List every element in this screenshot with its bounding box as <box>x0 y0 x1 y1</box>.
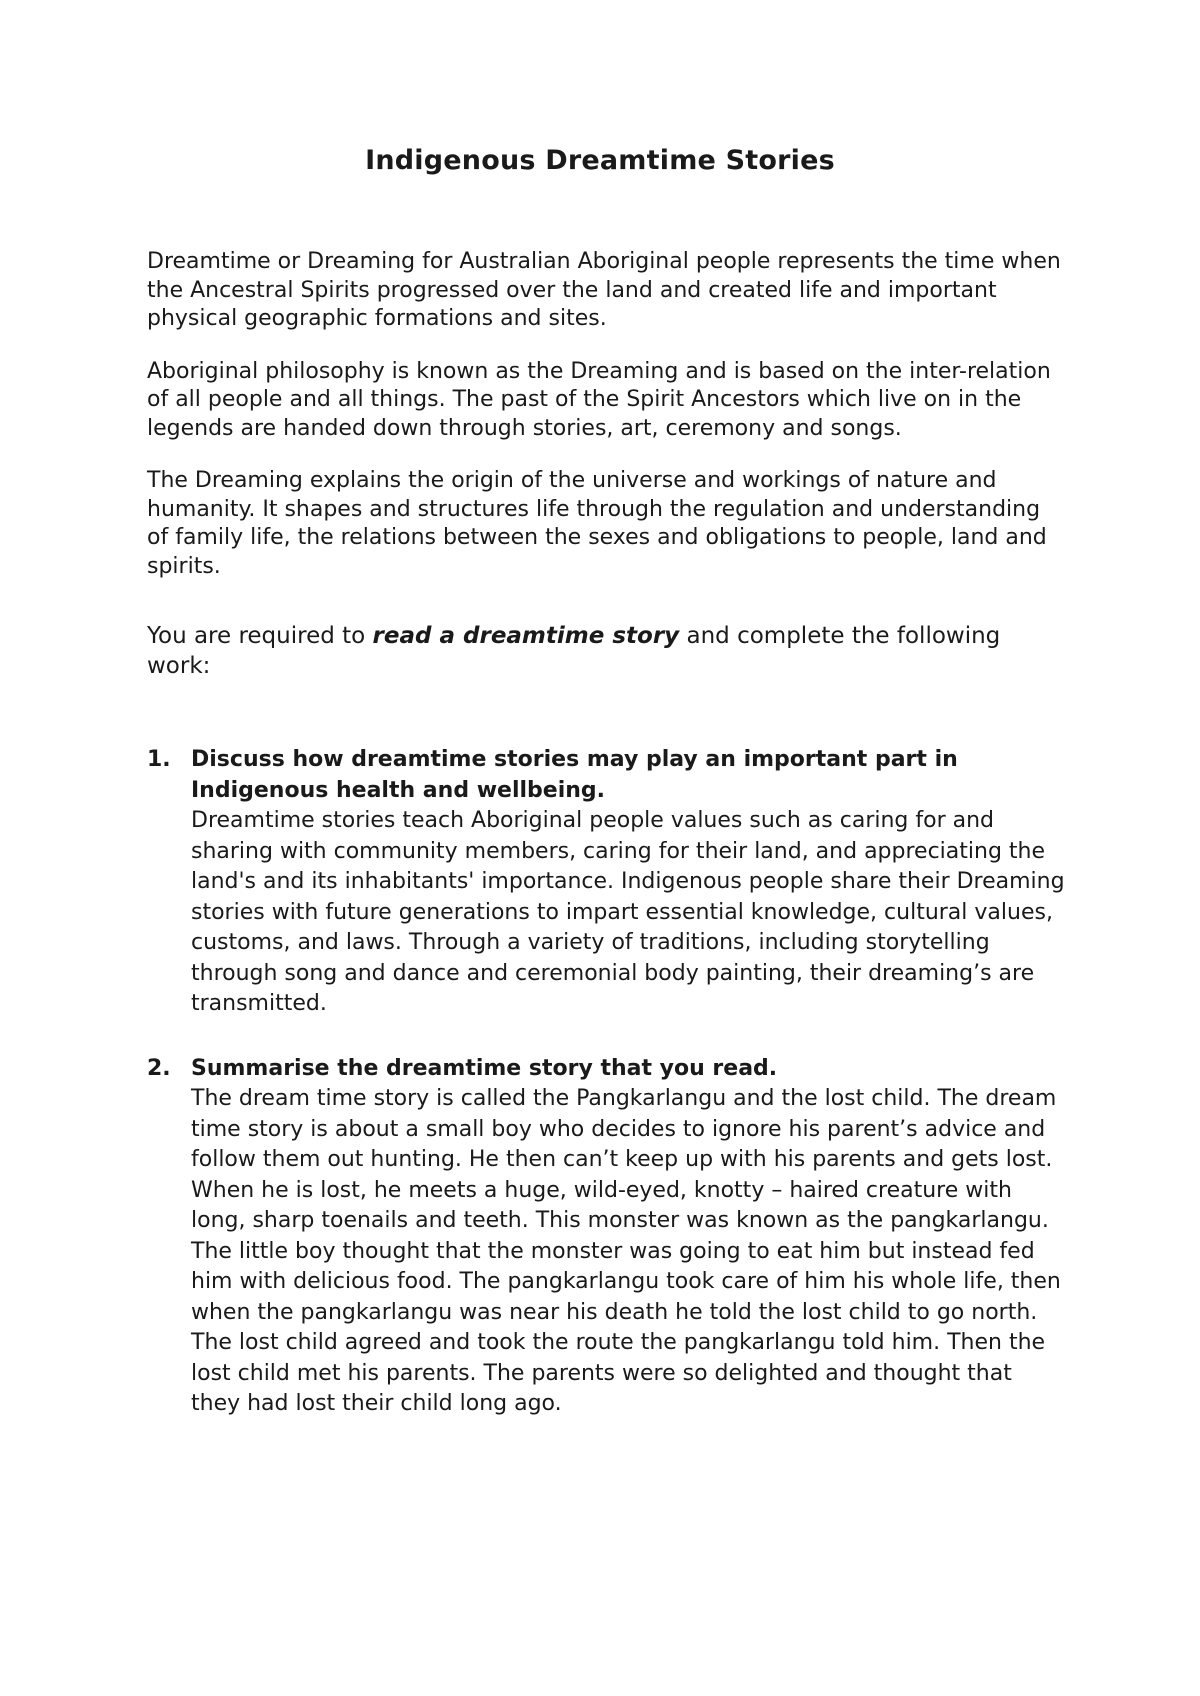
document-body <box>147 248 1067 1454</box>
question-text: Summarise the dreamtime story that you read. <box>191 1055 778 1081</box>
intro-paragraph-2: Aboriginal philosophy is known as the Dreaming and is based on the inter-relation of all people and all things. The past of the Spirit Ancestors which live on in the legends are handed down through stories, art, ceremony and songs. <box>147 358 1051 441</box>
task-text-before: You are required to <box>147 623 373 649</box>
question-list <box>147 745 1067 1420</box>
page-title: Indigenous Dreamtime Stories <box>365 145 835 176</box>
answer-text: Dreamtime stories teach Aboriginal people values such as caring for and sharing with community members, caring for their land, and appreciating the land's and its inhabitants' importance. Indigenous people share their Dreaming stories with future generations to impart essential knowledge, cultural values, customs, and laws. Through a variety of traditions, including storytelling through song and dance and ceremonial body painting, their dreaming’s are transmitted. <box>191 808 1065 1016</box>
intro-paragraph-3: The Dreaming explains the origin of the universe and workings of nature and humanity. It shapes and structures life through the regulation and understanding of family life, the relations between the sexes and obligations to people, land and spirits. <box>147 468 1047 579</box>
question-item-1 <box>147 745 1067 1020</box>
answer-text: The dream time story is called the Pangkarlangu and the lost child. The dream time story is about a small boy who decides to ignore his parent’s advice and follow them out hunting. He then can’t keep up with his parents and gets lost. When he is lost, he meets a huge, wild-eyed, knotty – haired creature with long, sharp toenails and teeth. This monster was known as the pangkarlangu. The little boy thought that the monster was going to eat him but instead fed him with delicious food. The pangkarlangu took care of him his whole life, then when the pangkarlangu was near his death he told the lost child to go north. The lost child agreed and took the route the pangkarlangu told him. Then the lost child met his parents. The parents were so delighted and thought that they had lost their child long ago. <box>191 1086 1061 1416</box>
question-number: 1. <box>147 747 171 772</box>
task-text-after: and complete the following work: <box>147 623 1001 679</box>
task-instruction <box>147 621 1067 681</box>
task-emphasis: read a dreamtime story <box>372 623 680 649</box>
question-text: Discuss how dreamtime stories may play an important part in Indigenous health and wellbeing. <box>191 747 958 803</box>
question-number: 2. <box>147 1055 171 1081</box>
question-item-2 <box>147 1054 1067 1420</box>
intro-paragraph-1: Dreamtime or Dreaming for Australian Aboriginal people represents the time when the Ancestral Spirits progressed over the land and created life and important physical geographic formations and sites. <box>147 249 1061 331</box>
